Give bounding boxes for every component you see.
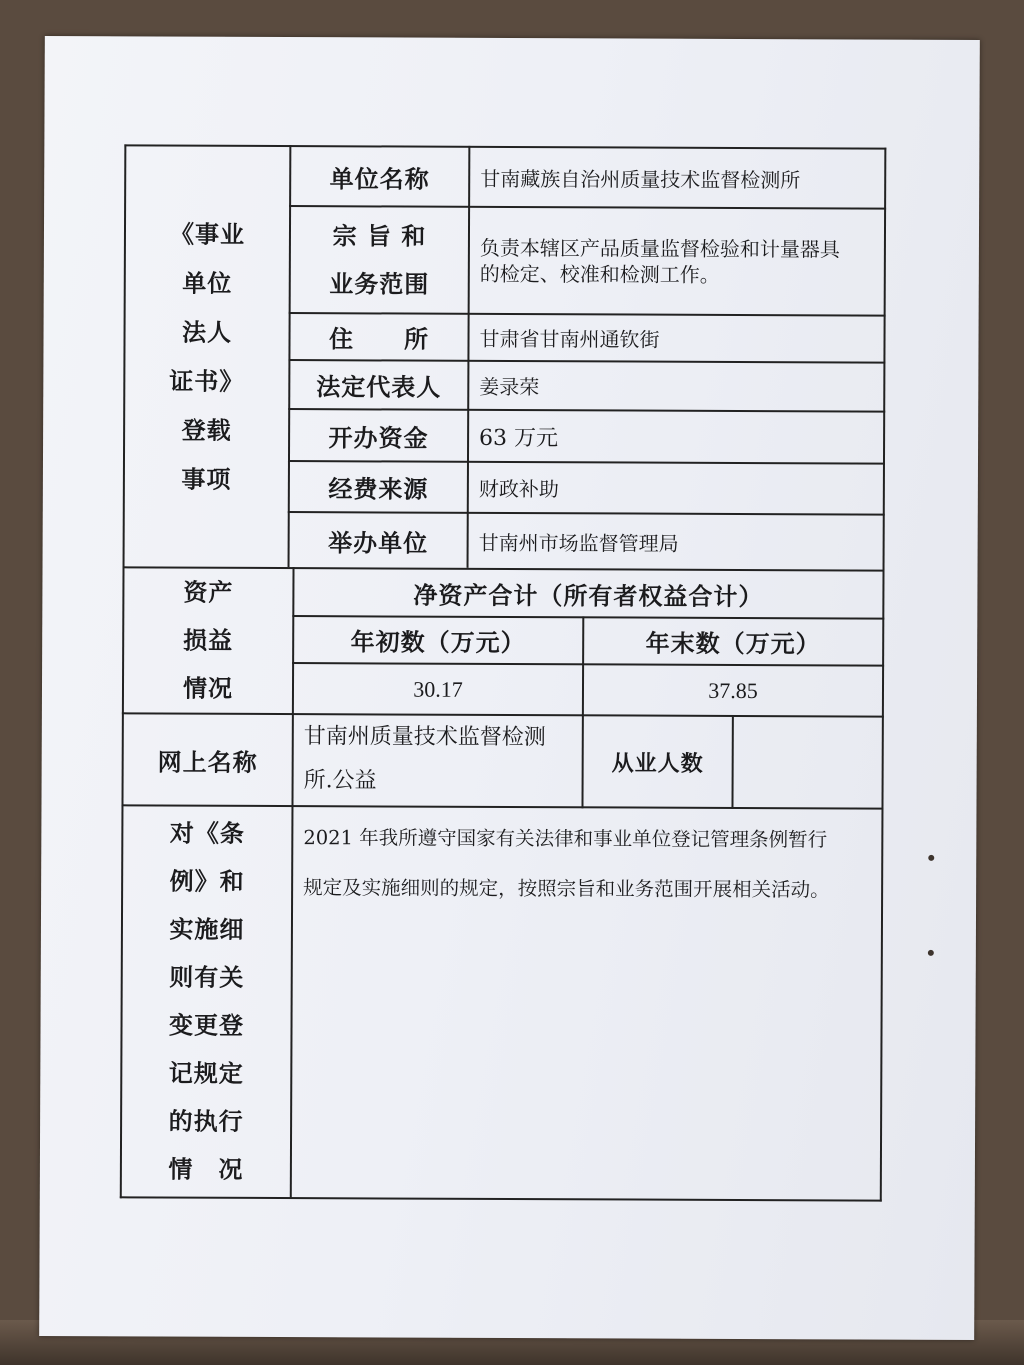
regulation-text-line: 2021 年我所遵守国家有关法律和事业单位登记管理条例暂行 bbox=[303, 826, 828, 852]
purpose-label bbox=[291, 207, 468, 313]
header-line: 单位 bbox=[182, 268, 233, 298]
capital-label: 开办资金 bbox=[328, 422, 429, 453]
online-name-value bbox=[293, 715, 581, 806]
funding-label: 经费来源 bbox=[328, 474, 429, 504]
purpose-label-line: 业务范围 bbox=[329, 268, 430, 299]
binding-hole bbox=[928, 855, 934, 861]
end-of-year-value: 37.85 bbox=[708, 677, 758, 703]
legal-rep-value: 姜录荣 bbox=[479, 374, 540, 400]
staff-count-label: 从业人数 bbox=[611, 749, 704, 777]
header-line: 事项 bbox=[181, 464, 232, 494]
purpose-value-line: 的检定、校准和检测工作。 bbox=[479, 261, 720, 287]
header-line: 证书》 bbox=[169, 366, 245, 396]
header-line: 的执行 bbox=[168, 1106, 244, 1136]
regulation-compliance-text bbox=[292, 807, 882, 1200]
start-of-year-value: 30.17 bbox=[413, 676, 463, 702]
header-line: 资产 bbox=[183, 577, 234, 607]
header-line: 情况 bbox=[182, 673, 234, 703]
regulation-section-header bbox=[122, 806, 292, 1197]
binding-hole bbox=[928, 950, 934, 956]
header-line: 法人 bbox=[181, 317, 233, 347]
start-of-year-label: 年初数（万元） bbox=[350, 627, 526, 658]
purpose-value bbox=[470, 208, 884, 315]
header-line: 情 况 bbox=[168, 1154, 244, 1184]
unit-name-label: 单位名称 bbox=[329, 163, 430, 194]
net-assets-header: 净资产合计（所有者权益合计） bbox=[413, 580, 764, 611]
purpose-label-line: 宗 旨 和 bbox=[332, 220, 427, 251]
header-line: 登载 bbox=[181, 415, 232, 445]
header-line: 《事业 bbox=[169, 219, 246, 249]
end-of-year-label: 年末数（万元） bbox=[645, 628, 821, 659]
header-line: 实施细 bbox=[169, 914, 245, 944]
online-name-line: 所.公益 bbox=[303, 768, 377, 794]
funding-value: 财政补助 bbox=[478, 476, 559, 502]
header-line: 损益 bbox=[183, 625, 234, 655]
regulation-text-line: 规定及实施细则的规定，按照宗旨和业务范围开展相关活动。 bbox=[303, 876, 830, 902]
online-name-label: 网上名称 bbox=[157, 746, 258, 777]
registration-form-page bbox=[39, 36, 980, 1340]
address-value: 甘肃省甘南州通钦街 bbox=[479, 326, 660, 352]
capital-value: 63 万元 bbox=[479, 425, 559, 451]
header-line: 记规定 bbox=[168, 1058, 244, 1088]
header-line: 例》和 bbox=[169, 866, 245, 896]
address-label: 住 所 bbox=[328, 324, 430, 354]
legal-rep-label: 法定代表人 bbox=[316, 372, 442, 402]
header-line: 对《条 bbox=[169, 818, 245, 848]
purpose-value-line: 负责本辖区产品质量监督检验和计量器具 bbox=[479, 235, 840, 261]
sponsor-value: 甘南州市场监督管理局 bbox=[478, 530, 679, 556]
sponsor-label: 举办单位 bbox=[328, 527, 429, 558]
assets-section-header bbox=[124, 568, 293, 713]
header-line: 变更登 bbox=[168, 1010, 245, 1040]
header-line: 则有关 bbox=[169, 962, 245, 992]
unit-name-value: 甘南藏族自治州质量技术监督检测所 bbox=[480, 166, 801, 192]
online-name-line: 甘南州质量技术监督检测 bbox=[303, 724, 546, 751]
staff-count-value bbox=[733, 717, 881, 808]
cert-section-header bbox=[125, 206, 289, 507]
